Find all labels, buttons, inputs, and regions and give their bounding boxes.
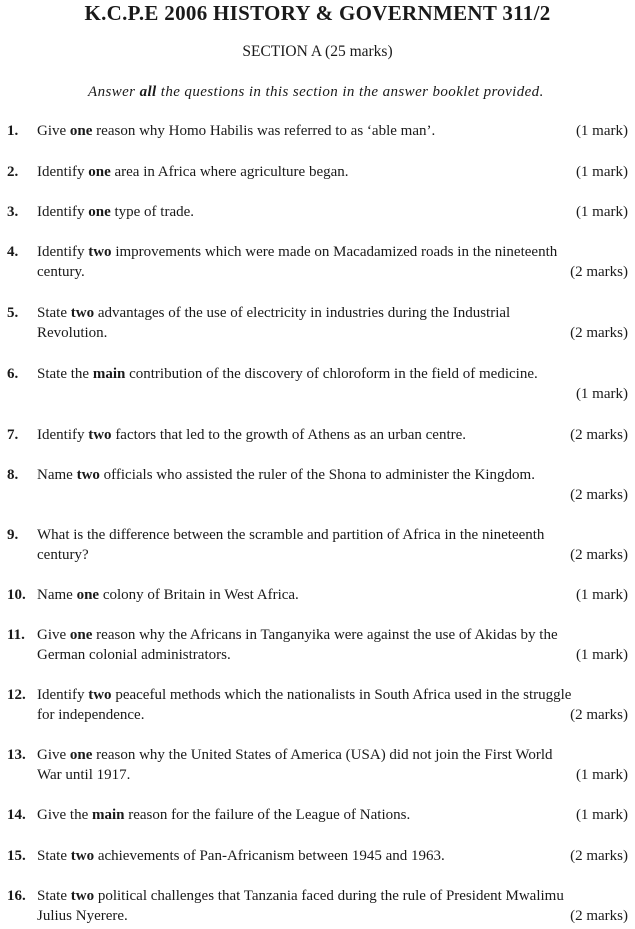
question-number: 7. — [7, 427, 19, 443]
question-number: 2. — [7, 164, 19, 180]
question-number: 4. — [7, 244, 19, 260]
question-text — [37, 685, 628, 705]
text-part: Give — [37, 747, 70, 763]
question-number: 8. — [7, 467, 19, 483]
question-text-continued — [37, 262, 628, 282]
text-part: officials who assisted the ruler of the Shona to administer the Kingdom. — [99, 467, 535, 483]
question-text — [37, 805, 628, 825]
text-part: area in Africa where agriculture began. — [110, 164, 349, 180]
text-part: reason why the United States of America (USA) did not join the First World — [92, 747, 553, 763]
question-number: 9. — [7, 527, 19, 543]
marks-label: (1 mark) — [575, 647, 628, 663]
question-text — [37, 121, 628, 141]
text-part: advantages of the use of electricity in industries during the Industrial — [94, 305, 511, 321]
text-part: reason why Homo Habilis was referred to as ‘able man’. — [92, 123, 436, 139]
text-emphasis: one — [69, 747, 93, 763]
question-number: 11. — [7, 627, 25, 643]
text-part: achievements of Pan-Africanism between 1945 and 1963. — [94, 848, 445, 864]
text-part: Revolution. — [37, 325, 108, 341]
marks-label: (2 marks) — [570, 848, 628, 864]
text-part: improvements which were made on Macadamized roads in the nineteenth — [111, 244, 558, 260]
question-text — [37, 745, 628, 765]
text-emphasis: two — [70, 305, 95, 321]
text-part: State — [37, 848, 71, 864]
text-emphasis: main — [92, 366, 126, 382]
text-emphasis: one — [88, 204, 111, 220]
text-part: contribution of the discovery of chloroform in the field of medicine. — [125, 366, 538, 382]
text-part: Give — [37, 627, 70, 643]
text-part: Give — [37, 123, 70, 139]
question-text — [37, 303, 628, 323]
question-text — [37, 886, 628, 906]
question-text-continued — [37, 705, 628, 725]
text-part: State the — [37, 366, 93, 382]
text-part: Julius Nyerere. — [37, 908, 128, 924]
question-number: 16. — [7, 888, 26, 904]
text-emphasis: two — [88, 427, 112, 443]
text-emphasis: one — [69, 123, 93, 139]
marks-label: (1 mark) — [575, 807, 628, 823]
question-number: 12. — [7, 687, 26, 703]
marks-label: (1 mark) — [575, 123, 628, 139]
instructions-emphasis: all — [139, 84, 157, 100]
text-emphasis: two — [76, 467, 100, 483]
question-text — [37, 162, 628, 182]
question-text-continued — [37, 645, 628, 665]
text-part: Identify — [37, 164, 89, 180]
text-part: State — [37, 888, 71, 904]
text-part: German colonial administrators. — [37, 647, 231, 663]
text-part: Identify — [37, 204, 89, 220]
question-text-continued — [37, 906, 628, 926]
text-part: Name — [37, 467, 77, 483]
question-text — [37, 425, 628, 445]
marks-label: (2 marks) — [570, 325, 628, 341]
marks-label: (1 mark) — [575, 386, 628, 402]
marks-label: (1 mark) — [575, 767, 628, 783]
text-part: Identify — [37, 687, 89, 703]
text-part: colony of Britain in West Africa. — [99, 587, 299, 603]
question-text — [37, 364, 628, 384]
text-part: Identify — [37, 427, 89, 443]
text-part: War until 1917. — [37, 767, 131, 783]
text-part: peaceful methods which the nationalists in South Africa used in the struggle — [111, 687, 572, 703]
question-number: 14. — [7, 807, 26, 823]
question-text-continued — [37, 384, 628, 404]
question-text — [37, 625, 628, 645]
question-text-continued — [37, 765, 628, 785]
text-emphasis: two — [70, 848, 95, 864]
text-part: Give the — [37, 807, 92, 823]
text-emphasis: main — [91, 807, 125, 823]
text-part: Identify — [37, 244, 89, 260]
section-heading: SECTION A (25 marks) — [242, 43, 393, 60]
question-text — [37, 242, 628, 262]
question-number: 6. — [7, 366, 19, 382]
text-part: for independence. — [37, 707, 145, 723]
marks-label: (2 marks) — [570, 707, 628, 723]
marks-label: (2 marks) — [570, 908, 628, 924]
text-emphasis: two — [88, 687, 112, 703]
question-text — [37, 585, 628, 605]
text-part: factors that led to the growth of Athens as an urban centre. — [111, 427, 467, 443]
exam-title: K.C.P.E 2006 HISTORY & GOVERNMENT 311/2 — [84, 1, 551, 25]
marks-label: (1 mark) — [575, 204, 628, 220]
text-part: type of trade. — [110, 204, 195, 220]
text-part: reason for the failure of the League of Nations. — [124, 807, 411, 823]
marks-label: (2 marks) — [570, 487, 628, 503]
question-text — [37, 846, 628, 866]
question-text-continued — [37, 323, 628, 343]
text-part: century. — [37, 264, 85, 280]
text-emphasis: one — [88, 164, 111, 180]
question-text-continued — [37, 545, 628, 565]
text-part: political challenges that Tanzania faced during the rule of President Mwalimu — [94, 888, 564, 904]
text-part: century? — [37, 547, 89, 563]
text-part: State — [37, 305, 71, 321]
marks-label: (2 marks) — [570, 427, 628, 443]
question-text-continued — [37, 485, 628, 505]
text-emphasis: two — [70, 888, 95, 904]
instructions-part: the questions in this section in the answer booklet provided. — [156, 84, 544, 100]
marks-label: (1 mark) — [575, 587, 628, 603]
marks-label: (2 marks) — [570, 264, 628, 280]
question-text — [37, 202, 628, 222]
question-number: 10. — [7, 587, 26, 603]
text-emphasis: one — [76, 587, 100, 603]
question-text — [37, 525, 628, 545]
text-part: What is the difference between the scramble and partition of Africa in the nineteenth — [37, 527, 545, 543]
question-number: 3. — [7, 204, 19, 220]
text-emphasis: one — [69, 627, 93, 643]
instructions — [88, 82, 544, 102]
question-number: 13. — [7, 747, 26, 763]
question-number: 5. — [7, 305, 19, 321]
instructions-part: Answer — [88, 84, 140, 100]
marks-label: (2 marks) — [570, 547, 628, 563]
text-emphasis: two — [88, 244, 112, 260]
question-number: 15. — [7, 848, 26, 864]
text-part: reason why the Africans in Tanganyika were against the use of Akidas by the — [92, 627, 558, 643]
question-text — [37, 465, 628, 485]
marks-label: (1 mark) — [575, 164, 628, 180]
text-part: Name — [37, 587, 77, 603]
question-number: 1. — [7, 123, 19, 139]
